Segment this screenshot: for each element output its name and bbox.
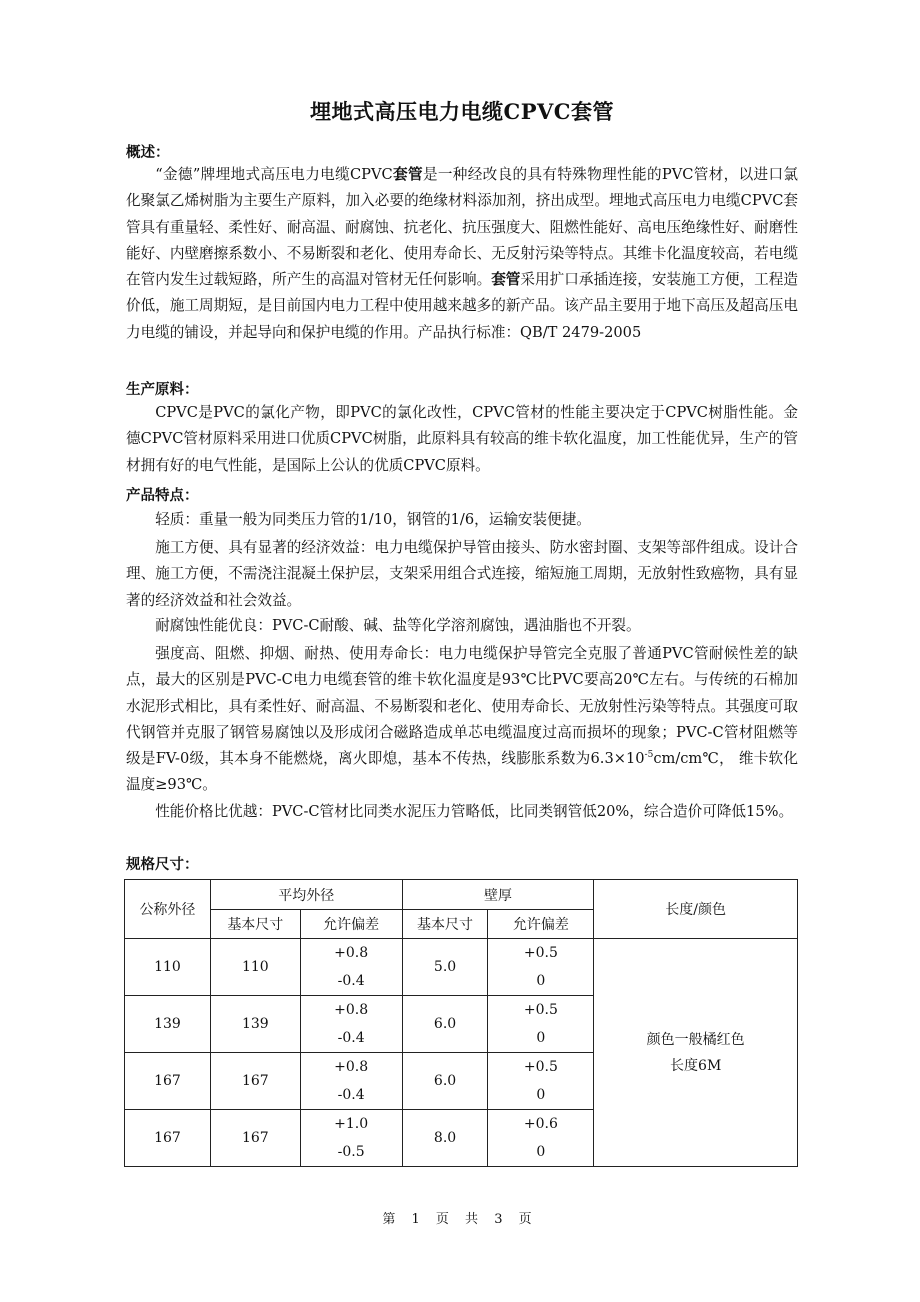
materials-paragraph: CPVC是PVC的氯化产物，即PVC的氯化改性，CPVC管材的性能主要决定于CPVC树脂性能。金德CPVC管材原料采用进口优质CPVC树脂，此原料具有较高的维卡软化温度，加工性能优异，生产的管材拥有好的电气性能，是国际上公认的优质CPVC原料。 [126,404,798,474]
cell-od-basic: 110 [210,939,300,996]
cell-od-tolerance [300,996,402,1053]
cell-od-tolerance [300,1053,402,1110]
header-wall-thickness: 壁厚 [402,880,594,910]
feature-construction: 施工方便、具有显著的经济效益：电力电缆保护导管由接头、防水密封圈、支架等部件组成。设计合理、施工方便，不需浇注混凝土保护层，支架采用组合式连接，缩短施工周期，无放射性致癌物，具有显著的经济效益和社会效益。 [126,539,798,609]
tolerance-plus: +0.5 [523,1059,558,1075]
page-footer: 第 1 页 共 3 页 [382,1212,538,1227]
tolerance-plus: +1.0 [334,1116,369,1132]
overview-text-1: “金德”牌埋地式高压电力电缆CPVC [155,166,393,183]
document-title: 埋地式高压电力电缆CPVC套管 [309,99,614,124]
overview-bold-1: 套管 [392,166,423,183]
overview-text-3: 采用扩口承插连接，安装施工方便，工程造价低，施工周期短，是目前国内电力工程中使用越来越多的新产品。该产品主要用于地下高压及超高压电力电缆的铺设，并起导向和保护电缆的作用。产品执行标准：QB/T 2479-2005 [126,271,798,341]
tolerance-plus: +0.8 [334,1002,369,1018]
cell-wall-basic: 5.0 [402,939,488,996]
table-row [125,939,798,996]
tolerance-minus: -0.5 [337,1144,365,1160]
feature-strength [126,641,798,799]
cell-od-basic: 167 [210,1053,300,1110]
exponent: -5 [644,750,654,761]
cell-nominal: 139 [125,996,211,1053]
cell-od-basic: 167 [210,1110,300,1167]
features-heading: 产品特点： [126,488,199,504]
cell-nominal: 167 [125,1110,211,1167]
cell-nominal: 167 [125,1053,211,1110]
specs-heading: 规格尺寸： [126,857,199,873]
cell-length-color [594,939,798,1167]
length-color-line-1: 颜色一般橘红色 [646,1031,745,1048]
overview-paragraph [126,162,798,346]
header-nominal-diameter: 公称外径 [125,880,211,939]
materials-heading: 生产原料： [126,382,199,398]
feature-lightweight: 轻质：重量一般为同类压力管的1/10，钢管的1/6，运输安装便捷。 [155,511,591,528]
tolerance-plus: +0.8 [334,1059,369,1075]
cell-od-tolerance [300,939,402,996]
feature-corrosion: 耐腐蚀性能优良：PVC-C耐酸、碱、盐等化学溶剂腐蚀，遇油脂也不开裂。 [155,617,641,634]
tolerance-minus: -0.4 [337,1030,365,1046]
tolerance-plus: +0.6 [523,1116,558,1132]
spec-table [124,879,798,1167]
tolerance-minus: 0 [536,1030,546,1046]
subheader-od-basic-size: 基本尺寸 [210,910,300,939]
subheader-wall-basic-size: 基本尺寸 [402,910,488,939]
length-color-line-2: 长度6M [670,1057,722,1074]
cell-wall-basic: 8.0 [402,1110,488,1167]
overview-bold-2: 套管 [491,271,521,289]
cell-wall-tolerance [488,1053,594,1110]
cell-wall-tolerance [488,939,594,996]
cell-nominal: 110 [125,939,211,996]
cell-wall-basic: 6.0 [402,1053,488,1110]
feature-strength-text: 强度高、阻燃、抑烟、耐热、使用寿命长：电力电缆保护导管完全克服了普通PVC管耐候性差的缺点，最大的区别是PVC-C电力电缆套管的维卡软化温度是93℃比PVC要高20℃左右。与传统的石棉加水泥形式相比，具有柔性好、耐高温、不易断裂和老化、使用寿命长、无放射性污染等特点。其强度可取代钢管并克服了钢管易腐蚀以及形成闭合磁路造成单芯电缆温度过高而损坏的现象；PVC-C管材阻燃等级是FV-0级，其本身不能燃烧，离火即熄，基本不传热，线膨胀系数为6.3×10 [126,645,798,768]
tolerance-plus: +0.5 [523,945,558,961]
cell-wall-tolerance [488,996,594,1053]
feature-strength-text-2: cm/cm℃， 维卡软化温度≥93℃。 [126,750,798,794]
tolerance-minus: 0 [536,973,546,989]
tolerance-minus: 0 [536,1087,546,1103]
overview-text-2: 是一种经改良的具有特殊物理性能的PVC管材，以进口氯化聚氯乙烯树脂为主要生产原料，加入必要的绝缘材料添加剂，挤出成型。埋地式高压电力电缆CPVC套管具有重量轻、柔性好、耐高温、耐腐蚀、抗老化、抗压强度大、阻燃性能好、高电压绝缘性好、耐磨性能好、内壁磨擦系数小、不易断裂和老化、使用寿命长、无反射污染等特点。其维卡化温度较高，若电缆在管内发生过载短路，所产生的高温对管材无任何影响。 [126,166,798,289]
cell-od-basic: 139 [210,996,300,1053]
cell-wall-tolerance [488,1110,594,1167]
tolerance-minus: -0.4 [337,1087,365,1103]
table-header-row [125,880,798,910]
overview-heading: 概述： [126,145,170,161]
subheader-wall-tolerance: 允许偏差 [488,910,594,939]
tolerance-plus: +0.5 [523,1002,558,1018]
tolerance-minus: -0.4 [337,973,365,989]
cell-wall-basic: 6.0 [402,996,488,1053]
cell-od-tolerance [300,1110,402,1167]
tolerance-minus: 0 [536,1144,546,1160]
tolerance-plus: +0.8 [334,945,369,961]
header-length-color: 长度/颜色 [594,880,798,939]
subheader-od-tolerance: 允许偏差 [300,910,402,939]
header-average-od: 平均外径 [210,880,402,910]
feature-price: 性能价格比优越：PVC-C管材比同类水泥压力管略低，比同类钢管低20%，综合造价可降低15%。 [155,803,794,820]
